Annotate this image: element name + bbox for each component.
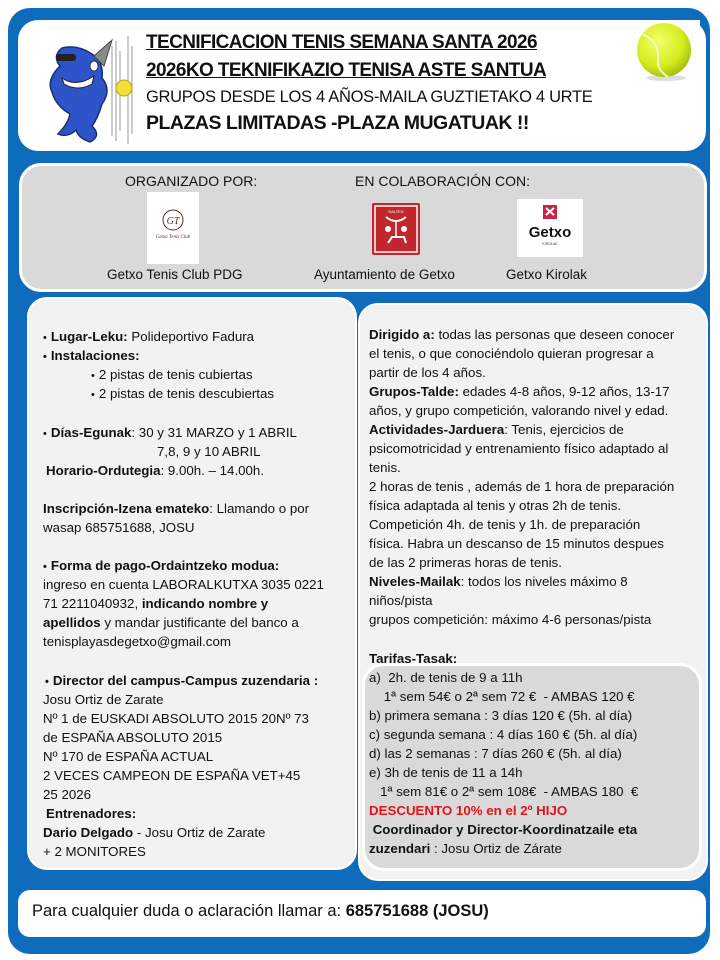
groups-subtitle: GRUPOS DESDE LOS 4 AÑOS-MAILA GUZTIETAKO 4 URTE	[146, 88, 593, 106]
ayuntamiento-getxo-logo	[372, 203, 420, 255]
coordinator-label: Coordinador y Director-Koordinatzaile eta	[369, 822, 638, 837]
director-line: 2 VECES CAMPEON DE ESPAÑA VET+45	[43, 768, 301, 783]
coaches-line: Dario Delgado - Josu Ortiz de Zarate	[43, 825, 266, 840]
signup-line-2: wasap 685751688, JOSU	[43, 520, 195, 535]
title-basque: 2026KO TEKNIFIKAZIO TENISA ASTE SANTUA	[146, 60, 547, 81]
payment-email: tenisplayasdegetxo@gmail.com	[43, 634, 231, 649]
rate-line: 1ª sem 54€ o 2ª sem 72 € - AMBAS 120 €	[369, 689, 635, 704]
getxo-tenis-club-logo	[147, 192, 199, 264]
days-line-2: 7,8, 9 y 10 ABRIL	[157, 444, 261, 459]
facilities-label: • Instalaciones:	[43, 346, 140, 367]
discount-note: DESCUENTO 10% en el 2º HIJO	[369, 803, 568, 818]
contact-footer	[18, 890, 706, 937]
levels-line: grupos competición: máximo 4-6 personas/pista	[369, 612, 652, 627]
director-line: 25 2026	[43, 787, 92, 802]
activities-line: tenis.	[369, 460, 401, 475]
director-label: • Director del campus-Campus zuzendaria :	[45, 671, 318, 692]
days-line: • Días-Egunak: 30 y 31 MARZO y 1 ABRIL	[43, 423, 297, 444]
director-line: Nº 170 de ESPAÑA ACTUAL	[43, 749, 214, 764]
info-right-panel	[358, 303, 708, 881]
place-line: • Lugar-Leku: Polideportivo Fadura	[43, 327, 254, 348]
activities-line: Actividades-Jarduera: Tenis, ejercicios de	[369, 422, 624, 437]
schedule-line: Horario-Ordutegia: 9.00h. – 14.00h.	[46, 463, 265, 478]
director-line: de ESPAÑA ABSOLUTO 2015	[43, 730, 223, 745]
rate-line: a) 2h. de tenis de 9 a 11h	[369, 670, 523, 685]
rate-line: c) segunda semana : 4 días 160 € (5h. al día)	[369, 727, 638, 742]
hours-line: física. Habra un descanso de 15 minutos despues	[369, 536, 664, 551]
contact-line: Para cualquier duda o aclaración llamar a: 685751688 (JOSU)	[32, 902, 489, 920]
director-line: Josu Ortiz de Zarate	[43, 692, 164, 707]
rate-line: 1ª sem 81€ o 2ª sem 108€ - AMBAS 180 €	[369, 784, 639, 799]
tennis-ball-icon	[630, 20, 700, 82]
director-line: Nº 1 de EUSKADI ABSOLUTO 2015 20Nº 73	[43, 711, 309, 726]
payment-label: • Forma de pago-Ordaintzeko modua:	[43, 556, 279, 577]
info-left-panel	[27, 297, 357, 870]
svg-text:Getxo: Getxo	[528, 224, 572, 241]
target-line: partir de los 4 años.	[369, 365, 486, 380]
signup-line: Inscripción-Izena emateko: Llamando o por	[43, 501, 310, 516]
target-line: Dirigido a: todas las personas que deseen conocer	[369, 327, 675, 342]
rate-line: d) las 2 semanas : 7 días 260 € (5h. al día)	[369, 746, 622, 761]
groups-line: años, y grupo competición, valorando nivel y edad.	[369, 403, 669, 418]
rates-label: Tarifas-Tasak:	[369, 651, 458, 666]
coordinator-line: zuzendari : Josu Ortiz de Zárate	[369, 841, 562, 856]
monitors-line: + 2 MONITORES	[43, 844, 146, 859]
payment-line: apellidos y mandar justificante del banco a	[43, 615, 299, 630]
limited-places: PLAZAS LIMITADAS -PLAZA MUGATUAK !!	[146, 112, 529, 134]
svg-text:KIROLAK: KIROLAK	[542, 242, 558, 246]
collaboration-label: EN COLABORACIÓN CON:	[355, 173, 531, 189]
sponsors-panel	[19, 163, 707, 292]
facility-item: • 2 pistas de tenis cubiertas	[91, 365, 253, 386]
getxo-kirolak-logo	[517, 199, 583, 257]
hours-line: de las 2 primeras horas de tenis.	[369, 555, 562, 570]
svg-text:GT: GT	[166, 216, 180, 227]
sponsor-name: Getxo Kirolak	[506, 267, 588, 282]
title-spanish: TECNIFICACION TENIS SEMANA SANTA 2026	[146, 32, 537, 53]
hours-line: Competición 4h. de tenis y 1h. de preparación	[369, 517, 641, 532]
rate-line: e) 3h de tenis de 11 a 14h	[369, 765, 523, 780]
svg-text:KALTEA: KALTEA	[388, 209, 404, 214]
coaches-label: Entrenadores:	[46, 806, 137, 821]
sponsor-name: Getxo Tenis Club PDG	[107, 267, 243, 282]
payment-line: 71 2211040932, indicando nombre y	[43, 596, 269, 611]
hours-line: 2 horas de tenis , además de 1 hora de preparación	[369, 479, 675, 494]
organized-by-label: ORGANIZADO POR:	[125, 173, 258, 189]
levels-line: niños/pista	[369, 593, 433, 608]
header-panel	[18, 20, 706, 151]
hours-line: física adaptada al tenis y otras 2h de tenis.	[369, 498, 622, 513]
facility-item: • 2 pistas de tenis descubiertas	[91, 384, 274, 405]
sponsor-name: Ayuntamiento de Getxo	[314, 267, 455, 282]
levels-line: Niveles-Mailak: todos los niveles máximo 8	[369, 574, 628, 589]
shark-mascot-icon	[32, 26, 144, 148]
target-line: el tenis, o que conociéndolo quieran progresar a	[369, 346, 654, 361]
groups-line: Grupos-Talde: edades 4-8 años, 9-12 años, 13-17	[369, 384, 670, 399]
contact-phone: 685751688 (JOSU)	[345, 902, 489, 920]
svg-text:Getxo Tenis Club: Getxo Tenis Club	[155, 235, 191, 240]
payment-line: ingreso en cuenta LABORALKUTXA 3035 0221	[43, 577, 324, 592]
activities-line: psicomotricidad y entrenamiento físico adaptado al	[369, 441, 669, 456]
rate-line: b) primera semana : 3 días 120 € (5h. al día)	[369, 708, 633, 723]
